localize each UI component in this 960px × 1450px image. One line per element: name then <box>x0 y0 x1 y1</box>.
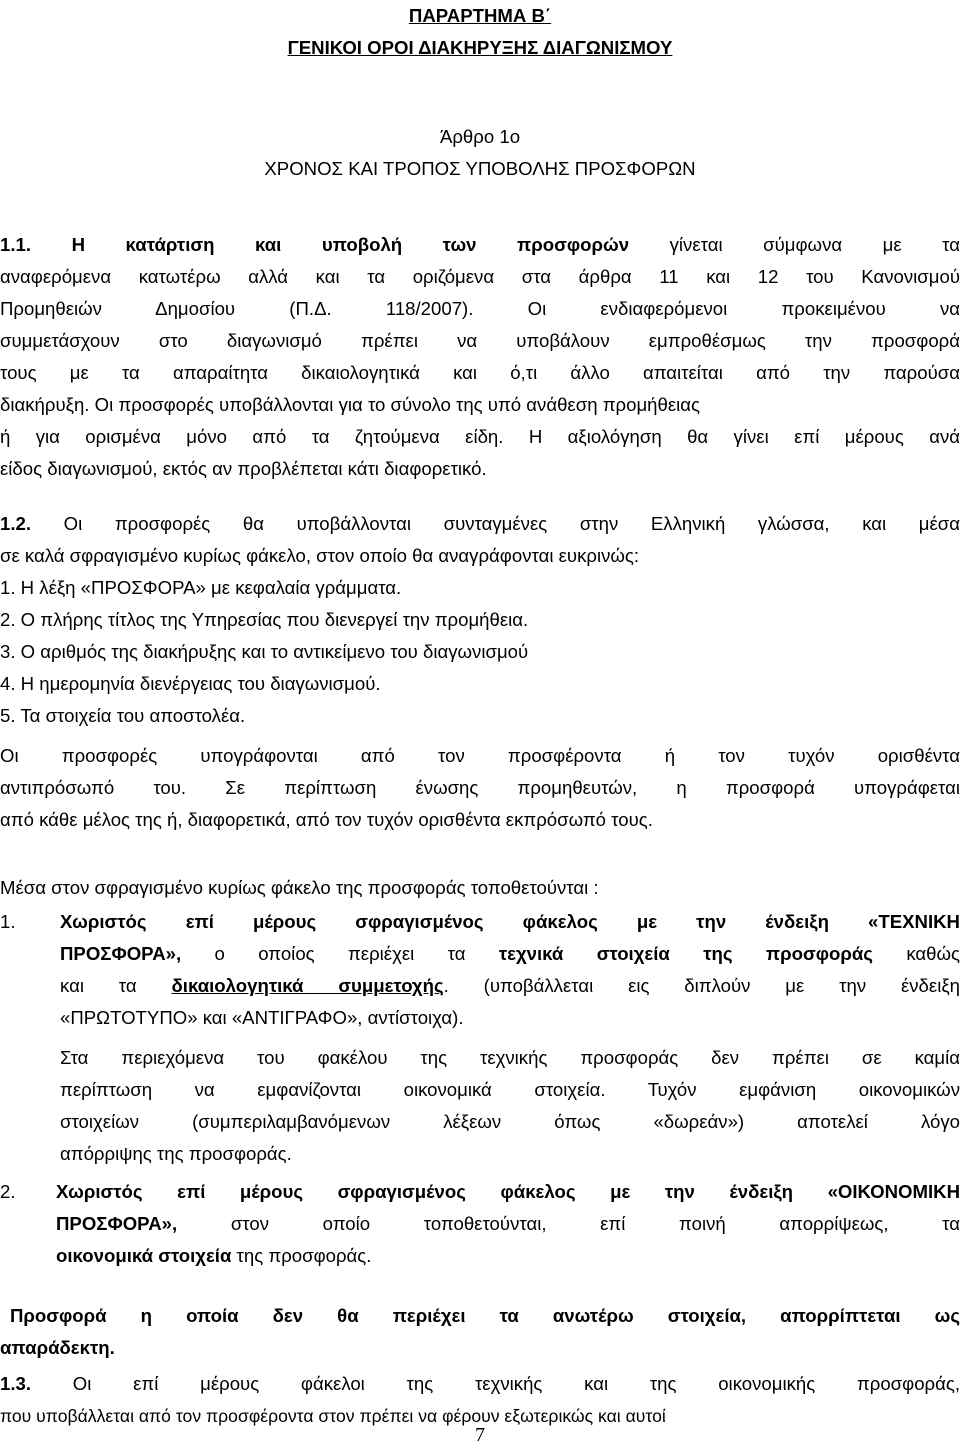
s11-line-2: αναφερόμενα κατωτέρω αλλά και τα οριζόμενα στα άρθρα 11 και 12 του Κανονισμού <box>0 266 960 287</box>
envelope-item-1-number: 1. <box>0 911 16 932</box>
envelope-item-2-heading: Χωριστός επί μέρους σφραγισμένος φάκελος με την ένδειξη «ΟΙΚΟΝΟΜΙΚΗ <box>56 1181 960 1202</box>
envelope-item-1-l4: «ΠΡΩΤΟΤΥΠΟ» και «ΑΝΤΙΓΡΑΦΟ», αντίστοιχα). <box>60 1007 464 1028</box>
rejection-l2: απαράδεκτη. <box>0 1337 115 1358</box>
sig2-b: Σε περίπτωση ένωσης προμηθευτών, η προσφορά υπογράφεται <box>225 777 960 798</box>
rejection-l1: Προσφορά η οποία δεν θα περιέχει τα ανωτέρω στοιχεία, απορρίπτεται ως <box>10 1305 960 1326</box>
s11-line-7 <box>0 425 960 449</box>
s12-line-2: σε καλά σφραγισμένο κυρίως φάκελο, στον οποίο θα αναγράφονται ευκρινώς: <box>0 545 640 566</box>
s11-l7-b: Η αξιολόγηση θα γίνει επί μέρους ανά <box>528 426 960 447</box>
envelope-item-1-l2-end: καθώς <box>906 943 960 964</box>
signature-line-3: από κάθε μέλος της ή, διαφορετικά, από τον τυχόν ορισθέντα εκπρόσωπό τους. <box>0 809 653 830</box>
s11-l6-a: διακήρυξη. <box>0 394 90 415</box>
envelope-item-2-l2-rest: στον οποίο τοποθετούνται, επί ποινή απορρίψεως, τα <box>230 1213 960 1234</box>
article-subtitle: ΧΡΟΝΟΣ ΚΑΙ ΤΡΟΠΟΣ ΥΠΟΒΟΛΗΣ ΠΡΟΣΦΟΡΩΝ <box>264 158 696 179</box>
s11-bold-lead: Η κατάρτιση και υποβολή των προσφορών <box>71 234 630 255</box>
s12-l1: Οι προσφορές θα υποβάλλονται συνταγμένες στην Ελληνική γλώσσα, και μέσα <box>63 513 960 534</box>
envelope-item-1-l3-end: . (υποβάλλεται εις διπλούν με την ένδειξη <box>443 975 960 996</box>
s11-line-5: τους με τα απαραίτητα δικαιολογητικά και ό,τι άλλο απαιτείται από την παρούσα <box>0 362 960 383</box>
page-number: 7 <box>475 1424 485 1446</box>
s11-l3-a: Προμηθειών Δημοσίου (Π.Δ. 118/2007). <box>0 298 474 319</box>
envelope-item-2-number: 2. <box>0 1181 16 1202</box>
s11-line-6 <box>0 393 960 417</box>
s13-number: 1.3. <box>0 1373 32 1394</box>
s11-l7-a: ή για ορισμένα μόνο από τα ζητούμενα είδη. <box>0 426 504 447</box>
signature-line-2 <box>0 776 960 800</box>
document-subtitle: ΓΕΝΙΚΟΙ ΟΡΟΙ ΔΙΑΚΗΡΥΞΗΣ ΔΙΑΓΩΝΙΣΜΟΥ <box>287 37 673 58</box>
envelope-item-1-p4: απόρριψης της προσφοράς. <box>60 1143 292 1164</box>
envelope-item-1-l3-bold: δικαιολογητικά συμμετοχής <box>171 975 444 996</box>
envelope-item-1-l2-mid: ο οποίος περιέχει τα <box>214 943 466 964</box>
annex-title: ΠΑΡΑΡΤΗΜΑ Β΄ <box>408 5 552 26</box>
article-title: Άρθρο 1ο <box>439 126 521 147</box>
envelope-item-2-l3-bold: οικονομικά στοιχεία <box>56 1245 232 1266</box>
s13-line-2: που υποβάλλεται από τον προσφέροντα στον πρέπει να φέρουν εξωτερικώς και αυτοί <box>0 1406 666 1426</box>
s11-l6-b: Οι προσφορές υποβάλλονται για το σύνολο της υπό ανάθεση προμήθειας <box>94 394 700 415</box>
envelope-item-1-l2-bold2: τεχνικά στοιχεία της προσφοράς <box>498 943 873 964</box>
s11-number: 1.1. <box>0 234 32 255</box>
s11-line-8: είδος διαγωνισμού, εκτός αν προβλέπεται κάτι διαφορετικό. <box>0 458 487 479</box>
s12-line-1 <box>0 512 960 536</box>
s11-line-3 <box>0 297 960 321</box>
signature-line-1: Οι προσφορές υπογράφονται από τον προσφέροντα ή τον τυχόν ορισθέντα <box>0 745 960 766</box>
s11-l1-rest: γίνεται σύμφωνα με τα <box>669 234 960 255</box>
list-item: 4. Η ημερομηνία διενέργειας του διαγωνισμού. <box>0 673 381 694</box>
s11-l3-b: Οι ενδιαφερόμενοι προκειμένου να <box>527 298 960 319</box>
s12-number: 1.2. <box>0 513 32 534</box>
s11-line-4: συμμετάσχουν στο διαγωνισμό πρέπει να υποβάλουν εμπροθέσμως την προσφορά <box>0 330 960 351</box>
sig2-a: αντιπρόσωπό του. <box>0 777 187 798</box>
envelope-intro: Μέσα στον σφραγισμένο κυρίως φάκελο της προσφοράς τοποθετούνται : <box>0 877 599 898</box>
list-item: 2. Ο πλήρης τίτλος της Υπηρεσίας που διενεργεί την προμήθεια. <box>0 609 529 630</box>
envelope-item-2-l2-bold: ΠΡΟΣΦΟΡΑ», <box>56 1213 178 1234</box>
envelope-item-2-l3-rest: της προσφοράς. <box>236 1245 372 1266</box>
envelope-item-1-l2-bold: ΠΡΟΣΦΟΡΑ», <box>60 943 182 964</box>
envelope-item-1-p2: περίπτωση να εμφανίζονται οικονομικά στοιχεία. Τυχόν εμφάνιση οικονομικών <box>60 1079 960 1100</box>
s13-line-1 <box>0 1372 960 1396</box>
envelope-item-1-p1: Στα περιεχόμενα του φακέλου της τεχνικής προσφοράς δεν πρέπει σε καμία <box>60 1047 960 1068</box>
envelope-item-1-l3-a: και τα <box>60 975 137 996</box>
list-item: 1. Η λέξη «ΠΡΟΣΦΟΡΑ» με κεφαλαία γράμματα. <box>0 577 402 598</box>
envelope-item-1-p3: στοιχείων (συμπεριλαμβανόμενων λέξεων όπως «δωρεάν») αποτελεί λόγο <box>60 1111 960 1132</box>
envelope-item-1-heading: Χωριστός επί μέρους σφραγισμένος φάκελος με την ένδειξη «ΤΕΧΝΙΚΗ <box>60 911 960 932</box>
s11-line-1 <box>0 233 960 257</box>
list-item: 3. Ο αριθμός της διακήρυξης και το αντικείμενο του διαγωνισμού <box>0 641 529 662</box>
list-item: 5. Τα στοιχεία του αποστολέα. <box>0 705 246 726</box>
s13-l1: Οι επί μέρους φάκελοι της τεχνικής και της οικονομικής προσφοράς, <box>72 1373 960 1394</box>
